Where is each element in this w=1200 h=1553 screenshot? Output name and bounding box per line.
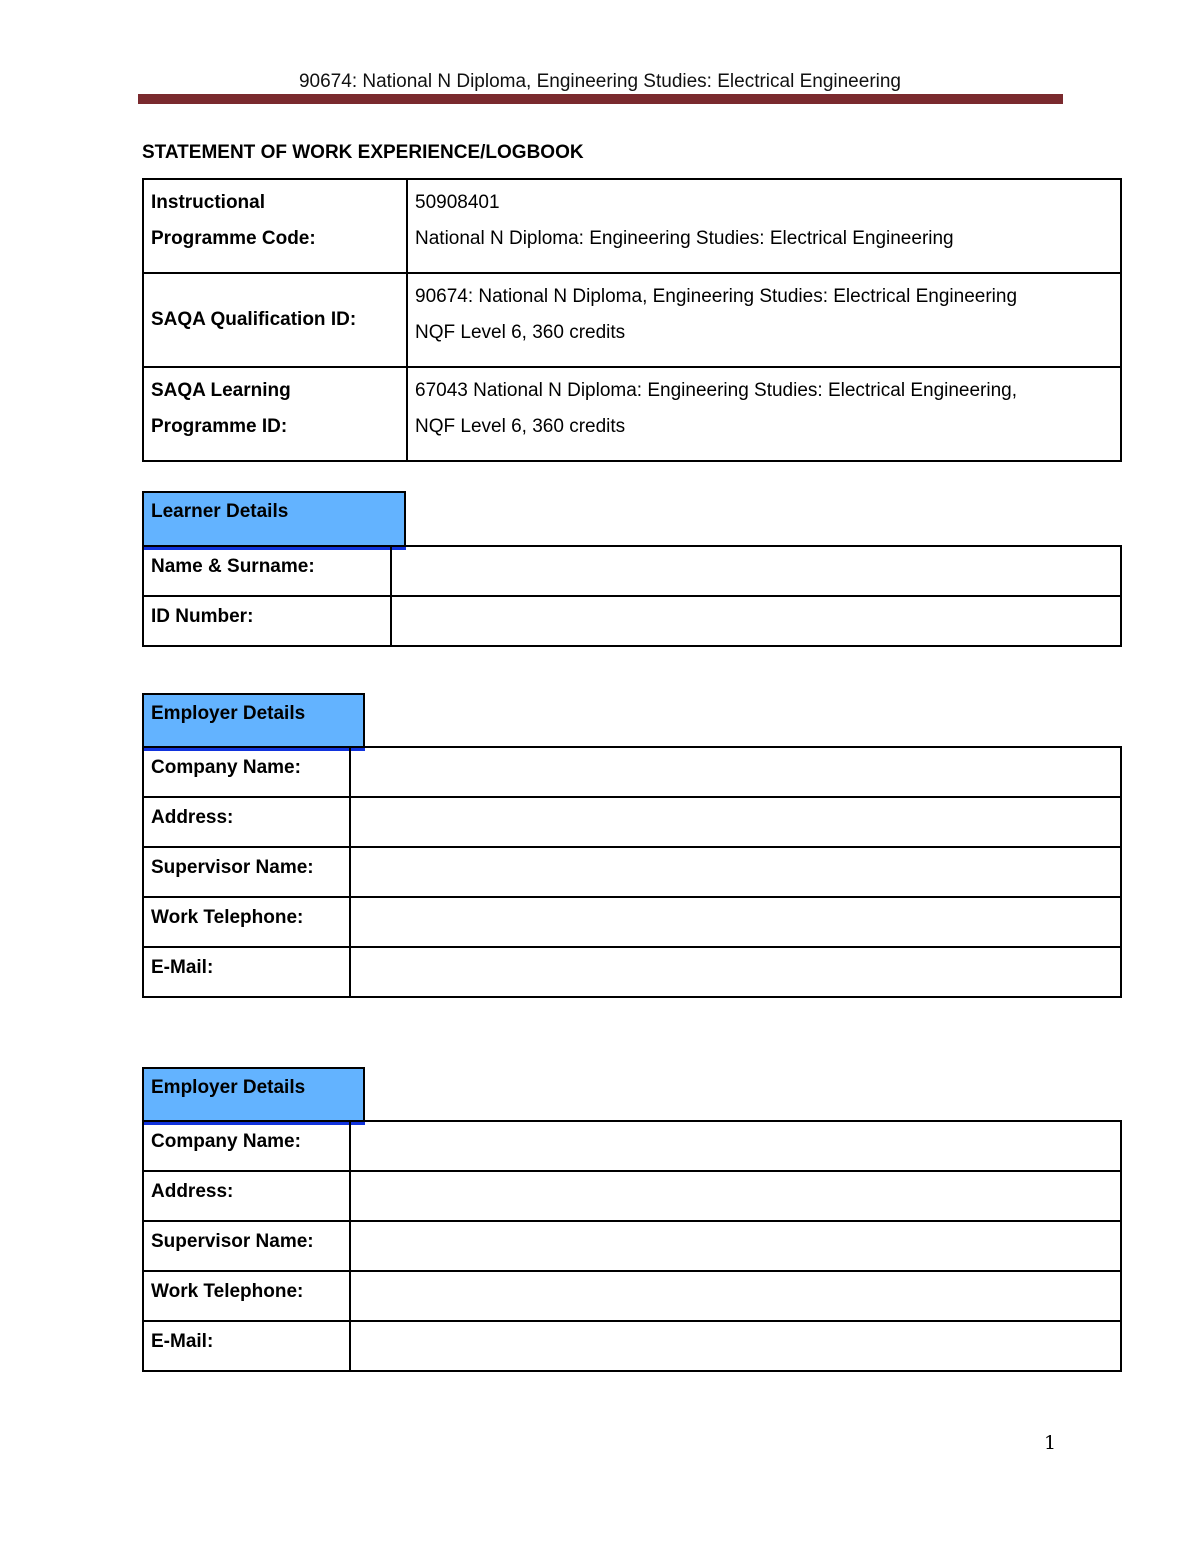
table-row	[143, 897, 1121, 947]
table-row	[143, 179, 1121, 273]
company-name-field[interactable]	[350, 747, 1121, 797]
supervisor-name-field[interactable]	[350, 1221, 1121, 1271]
supervisor-name-label: Supervisor Name:	[143, 1221, 350, 1271]
table-row	[143, 367, 1121, 461]
address-label: Address:	[143, 797, 350, 847]
email-label: E-Mail:	[143, 947, 350, 997]
label-line: Programme Code:	[151, 228, 316, 249]
email-label: E-Mail:	[143, 1321, 350, 1371]
table-row	[143, 747, 1121, 797]
table-row	[143, 1321, 1121, 1371]
value-line: 67043 National N Diploma: Engineering Studies: Electrical Engineering,	[415, 380, 1018, 401]
page-number: 1	[1044, 1432, 1057, 1454]
company-name-label: Company Name:	[143, 747, 350, 797]
email-field[interactable]	[350, 947, 1121, 997]
value-line: 50908401	[415, 192, 500, 213]
address-field[interactable]	[350, 797, 1121, 847]
table-row	[143, 847, 1121, 897]
page-header-text: 90674: National N Diploma, Engineering Studies: Electrical Engineering	[298, 71, 902, 92]
value-line: 90674: National N Diploma, Engineering Studies: Electrical Engineering	[415, 286, 1018, 307]
label-line: SAQA Learning	[151, 380, 291, 401]
address-field[interactable]	[350, 1171, 1121, 1221]
table-row	[143, 596, 1121, 646]
table-row	[143, 1171, 1121, 1221]
header-rule	[138, 94, 1063, 104]
id-number-field[interactable]	[391, 596, 1121, 646]
programme-code-value	[407, 179, 1121, 273]
saqa-learning-programme-label	[143, 367, 407, 461]
label-line: Instructional	[151, 192, 266, 213]
table-row	[143, 1121, 1121, 1171]
table-row	[143, 947, 1121, 997]
address-label: Address:	[143, 1171, 350, 1221]
work-telephone-label: Work Telephone:	[143, 1271, 350, 1321]
saqa-qualification-label: SAQA Qualification ID:	[143, 273, 407, 367]
label-line: Programme ID:	[151, 416, 288, 437]
table-row	[143, 797, 1121, 847]
saqa-learning-programme-value	[407, 367, 1121, 461]
table-row	[143, 546, 1121, 596]
employer-details-table	[142, 746, 1122, 998]
id-number-label: ID Number:	[143, 596, 391, 646]
table-row	[143, 1221, 1121, 1271]
company-name-field[interactable]	[350, 1121, 1121, 1171]
supervisor-name-field[interactable]	[350, 847, 1121, 897]
saqa-qualification-value	[407, 273, 1121, 367]
value-line: NQF Level 6, 360 credits	[415, 322, 626, 343]
learner-details-heading: Learner Details	[142, 491, 406, 547]
name-surname-field[interactable]	[391, 546, 1121, 596]
company-name-label: Company Name:	[143, 1121, 350, 1171]
value-line: National N Diploma: Engineering Studies: Electrical Engineering	[415, 228, 954, 249]
supervisor-name-label: Supervisor Name:	[143, 847, 350, 897]
document-title: STATEMENT OF WORK EXPERIENCE/LOGBOOK	[142, 142, 584, 163]
employer-details-table	[142, 1120, 1122, 1372]
employer-details-heading: Employer Details	[142, 1067, 365, 1122]
employer-details-heading: Employer Details	[142, 693, 365, 748]
work-telephone-field[interactable]	[350, 897, 1121, 947]
programme-code-label	[143, 179, 407, 273]
learner-details-table	[142, 545, 1122, 647]
table-row	[143, 1271, 1121, 1321]
work-telephone-label: Work Telephone:	[143, 897, 350, 947]
value-line: NQF Level 6, 360 credits	[415, 416, 626, 437]
name-surname-label: Name & Surname:	[143, 546, 391, 596]
programme-table	[142, 178, 1122, 462]
table-row	[143, 273, 1121, 367]
email-field[interactable]	[350, 1321, 1121, 1371]
work-telephone-field[interactable]	[350, 1271, 1121, 1321]
